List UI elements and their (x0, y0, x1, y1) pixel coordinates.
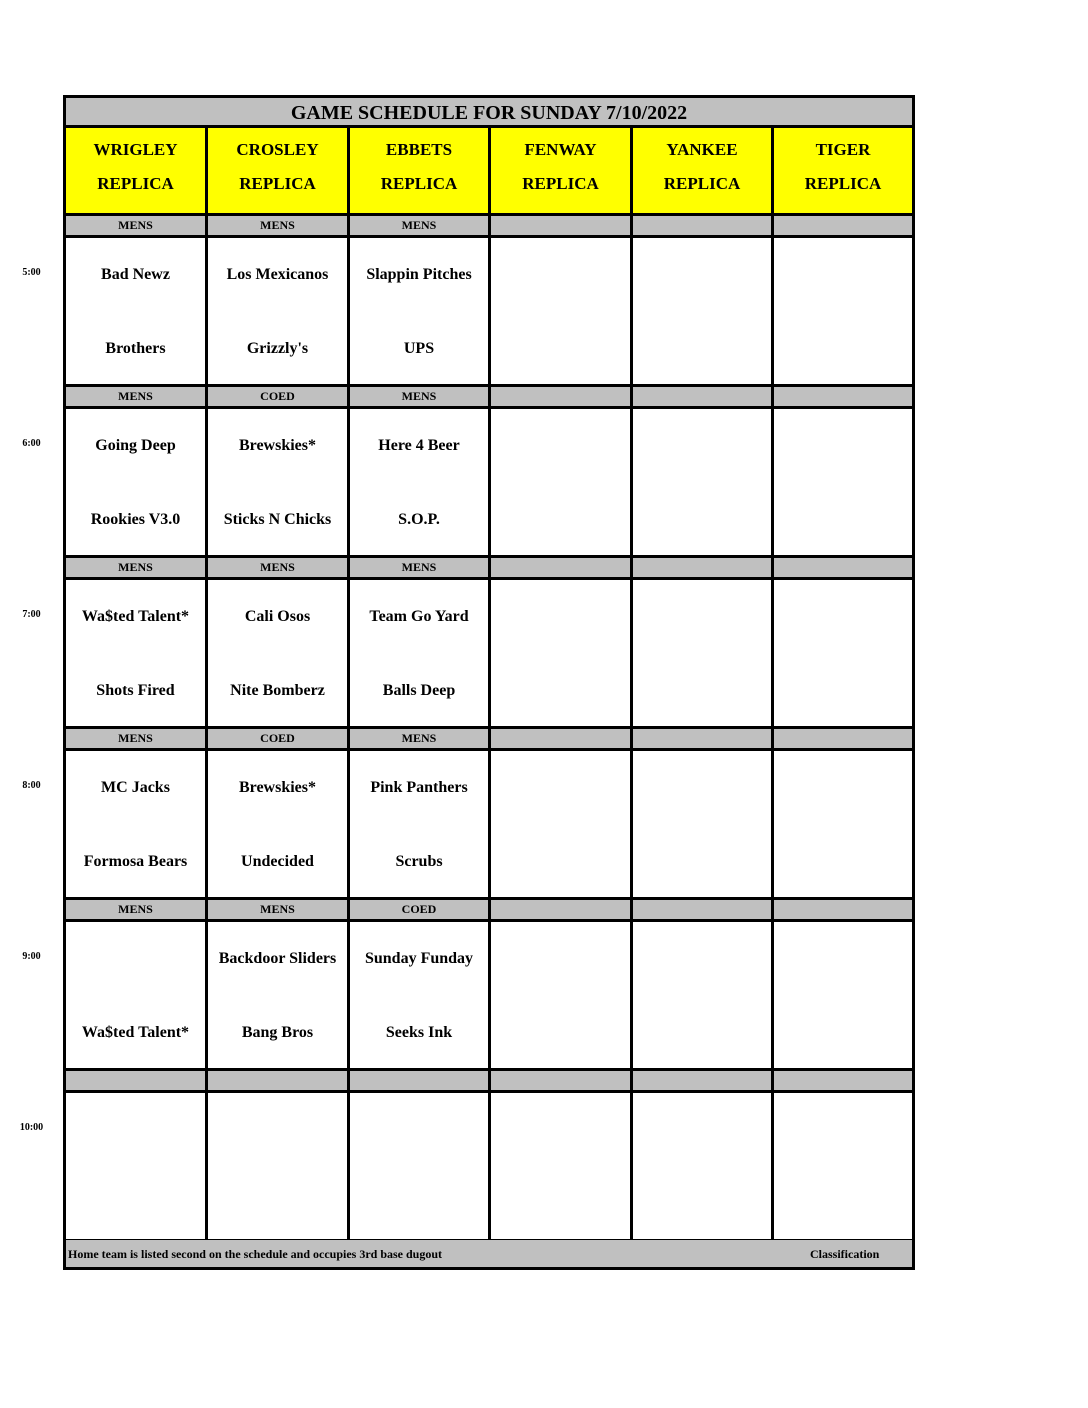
game-cell (491, 409, 633, 558)
time-label: 7:00 (22, 609, 41, 620)
field-header (774, 128, 912, 216)
time-label: 9:00 (22, 951, 41, 962)
classification-cell: MENS (208, 900, 350, 922)
home-team: Seeks Ink (385, 1024, 453, 1041)
game-cell (66, 238, 208, 387)
game-cell (350, 238, 491, 387)
game-cell (208, 922, 350, 1071)
game-cell (774, 580, 912, 729)
field-subtitle: REPLICA (380, 174, 458, 193)
time-label: 6:00 (22, 438, 41, 449)
game-cell (66, 409, 208, 558)
game-cell (208, 1093, 350, 1242)
away-team: Here 4 Beer (378, 437, 460, 454)
classification-cell (774, 729, 912, 751)
away-team: Backdoor Sliders (218, 950, 337, 967)
away-team: Brewskies* (238, 779, 317, 796)
home-team: Wa$ted Talent* (81, 1024, 190, 1041)
away-team: MC Jacks (101, 779, 170, 796)
game-cell (66, 1093, 208, 1242)
classification-cell (491, 1071, 633, 1093)
home-team: Rookies V3.0 (90, 511, 181, 528)
game-cell (350, 580, 491, 729)
home-team: Shots Fired (96, 682, 175, 699)
home-team: UPS (403, 340, 435, 357)
field-name: WRIGLEY (93, 140, 178, 159)
classification-cell (633, 387, 774, 409)
field-header (208, 128, 350, 216)
field-name: CROSLEY (236, 140, 319, 159)
field-subtitle: REPLICA (522, 174, 599, 193)
away-team: Bad Newz (101, 266, 170, 283)
game-cell (633, 580, 774, 729)
field-name: TIGER (815, 140, 871, 159)
field-subtitle: REPLICA (663, 174, 741, 193)
home-team: Bang Bros (241, 1024, 314, 1041)
game-cell (66, 922, 208, 1071)
footer-note: Home team is listed second on the schedule and occupies 3rd base dugout (68, 1247, 443, 1261)
classification-cell: MENS (208, 216, 350, 238)
game-cell (774, 751, 912, 900)
classification-cell (633, 216, 774, 238)
away-team: Team Go Yard (369, 608, 469, 625)
game-cell (66, 751, 208, 900)
time-label: 8:00 (22, 780, 41, 791)
classification-cell (491, 216, 633, 238)
game-cell (774, 409, 912, 558)
home-team: Grizzly's (246, 340, 309, 357)
classification-cell: MENS (350, 558, 491, 580)
home-team: S.O.P. (398, 511, 440, 528)
classification-cell (633, 729, 774, 751)
time-label: 5:00 (22, 267, 41, 278)
classification-cell (350, 1071, 491, 1093)
classification-cell (633, 900, 774, 922)
schedule-title: GAME SCHEDULE FOR SUNDAY 7/10/2022 (66, 98, 912, 128)
classification-cell: MENS (350, 216, 491, 238)
classification-cell (491, 900, 633, 922)
game-cell (633, 409, 774, 558)
home-team: Scrubs (395, 853, 443, 870)
schedule-footer (66, 1240, 912, 1267)
classification-cell (491, 387, 633, 409)
classification-cell (774, 387, 912, 409)
game-cell (491, 922, 633, 1071)
home-team: Nite Bomberz (230, 682, 325, 699)
classification-cell (774, 216, 912, 238)
classification-cell: MENS (66, 216, 208, 238)
game-cell (491, 751, 633, 900)
game-cell (208, 751, 350, 900)
home-team: Sticks N Chicks (223, 511, 332, 528)
game-cell (491, 580, 633, 729)
field-header (66, 128, 208, 216)
classification-cell: COED (350, 900, 491, 922)
game-cell (633, 922, 774, 1071)
game-cell (208, 580, 350, 729)
classification-cell: MENS (350, 387, 491, 409)
time-label: 10:00 (19, 1122, 44, 1133)
classification-cell (774, 900, 912, 922)
game-cell (350, 1093, 491, 1242)
field-name: YANKEE (666, 140, 738, 159)
classification-cell: MENS (66, 900, 208, 922)
classification-cell (66, 1071, 208, 1093)
classification-cell (774, 1071, 912, 1093)
schedule-table (63, 95, 915, 1270)
classification-cell (633, 1071, 774, 1093)
game-cell (774, 922, 912, 1071)
home-team: Undecided (241, 853, 314, 870)
classification-cell: MENS (350, 729, 491, 751)
game-cell (633, 751, 774, 900)
classification-cell (633, 558, 774, 580)
field-header (491, 128, 633, 216)
classification-cell: MENS (66, 387, 208, 409)
game-cell (633, 1093, 774, 1242)
home-team: Balls Deep (382, 682, 456, 699)
classification-cell (774, 558, 912, 580)
classification-cell: COED (208, 387, 350, 409)
away-team: Pink Panthers (370, 779, 468, 796)
field-header (350, 128, 491, 216)
away-team: Cali Osos (244, 608, 311, 625)
classification-cell (491, 729, 633, 751)
game-cell (208, 409, 350, 558)
game-cell (491, 238, 633, 387)
field-subtitle: REPLICA (97, 174, 174, 193)
home-team: Brothers (105, 340, 166, 357)
classification-cell: MENS (66, 729, 208, 751)
home-team: Formosa Bears (83, 853, 188, 870)
field-name: EBBETS (385, 140, 453, 159)
game-cell (208, 238, 350, 387)
field-subtitle: REPLICA (239, 174, 316, 193)
game-cell (350, 409, 491, 558)
classification-cell: MENS (208, 558, 350, 580)
game-cell (491, 1093, 633, 1242)
game-cell (774, 238, 912, 387)
field-header (633, 128, 774, 216)
away-team: Going Deep (95, 437, 176, 454)
classification-cell (208, 1071, 350, 1093)
footer-classification: Classification (810, 1247, 880, 1261)
field-subtitle: REPLICA (804, 174, 882, 193)
classification-cell: COED (208, 729, 350, 751)
game-cell (350, 751, 491, 900)
away-team: Los Mexicanos (226, 266, 329, 283)
game-cell (350, 922, 491, 1071)
away-team: Sunday Funday (364, 950, 474, 967)
away-team: Brewskies* (238, 437, 317, 454)
game-cell (774, 1093, 912, 1242)
away-team: Wa$ted Talent* (81, 608, 190, 625)
classification-cell (491, 558, 633, 580)
game-cell (66, 580, 208, 729)
away-team: Slappin Pitches (366, 266, 472, 283)
classification-cell: MENS (66, 558, 208, 580)
field-name: FENWAY (524, 140, 597, 159)
game-cell (633, 238, 774, 387)
